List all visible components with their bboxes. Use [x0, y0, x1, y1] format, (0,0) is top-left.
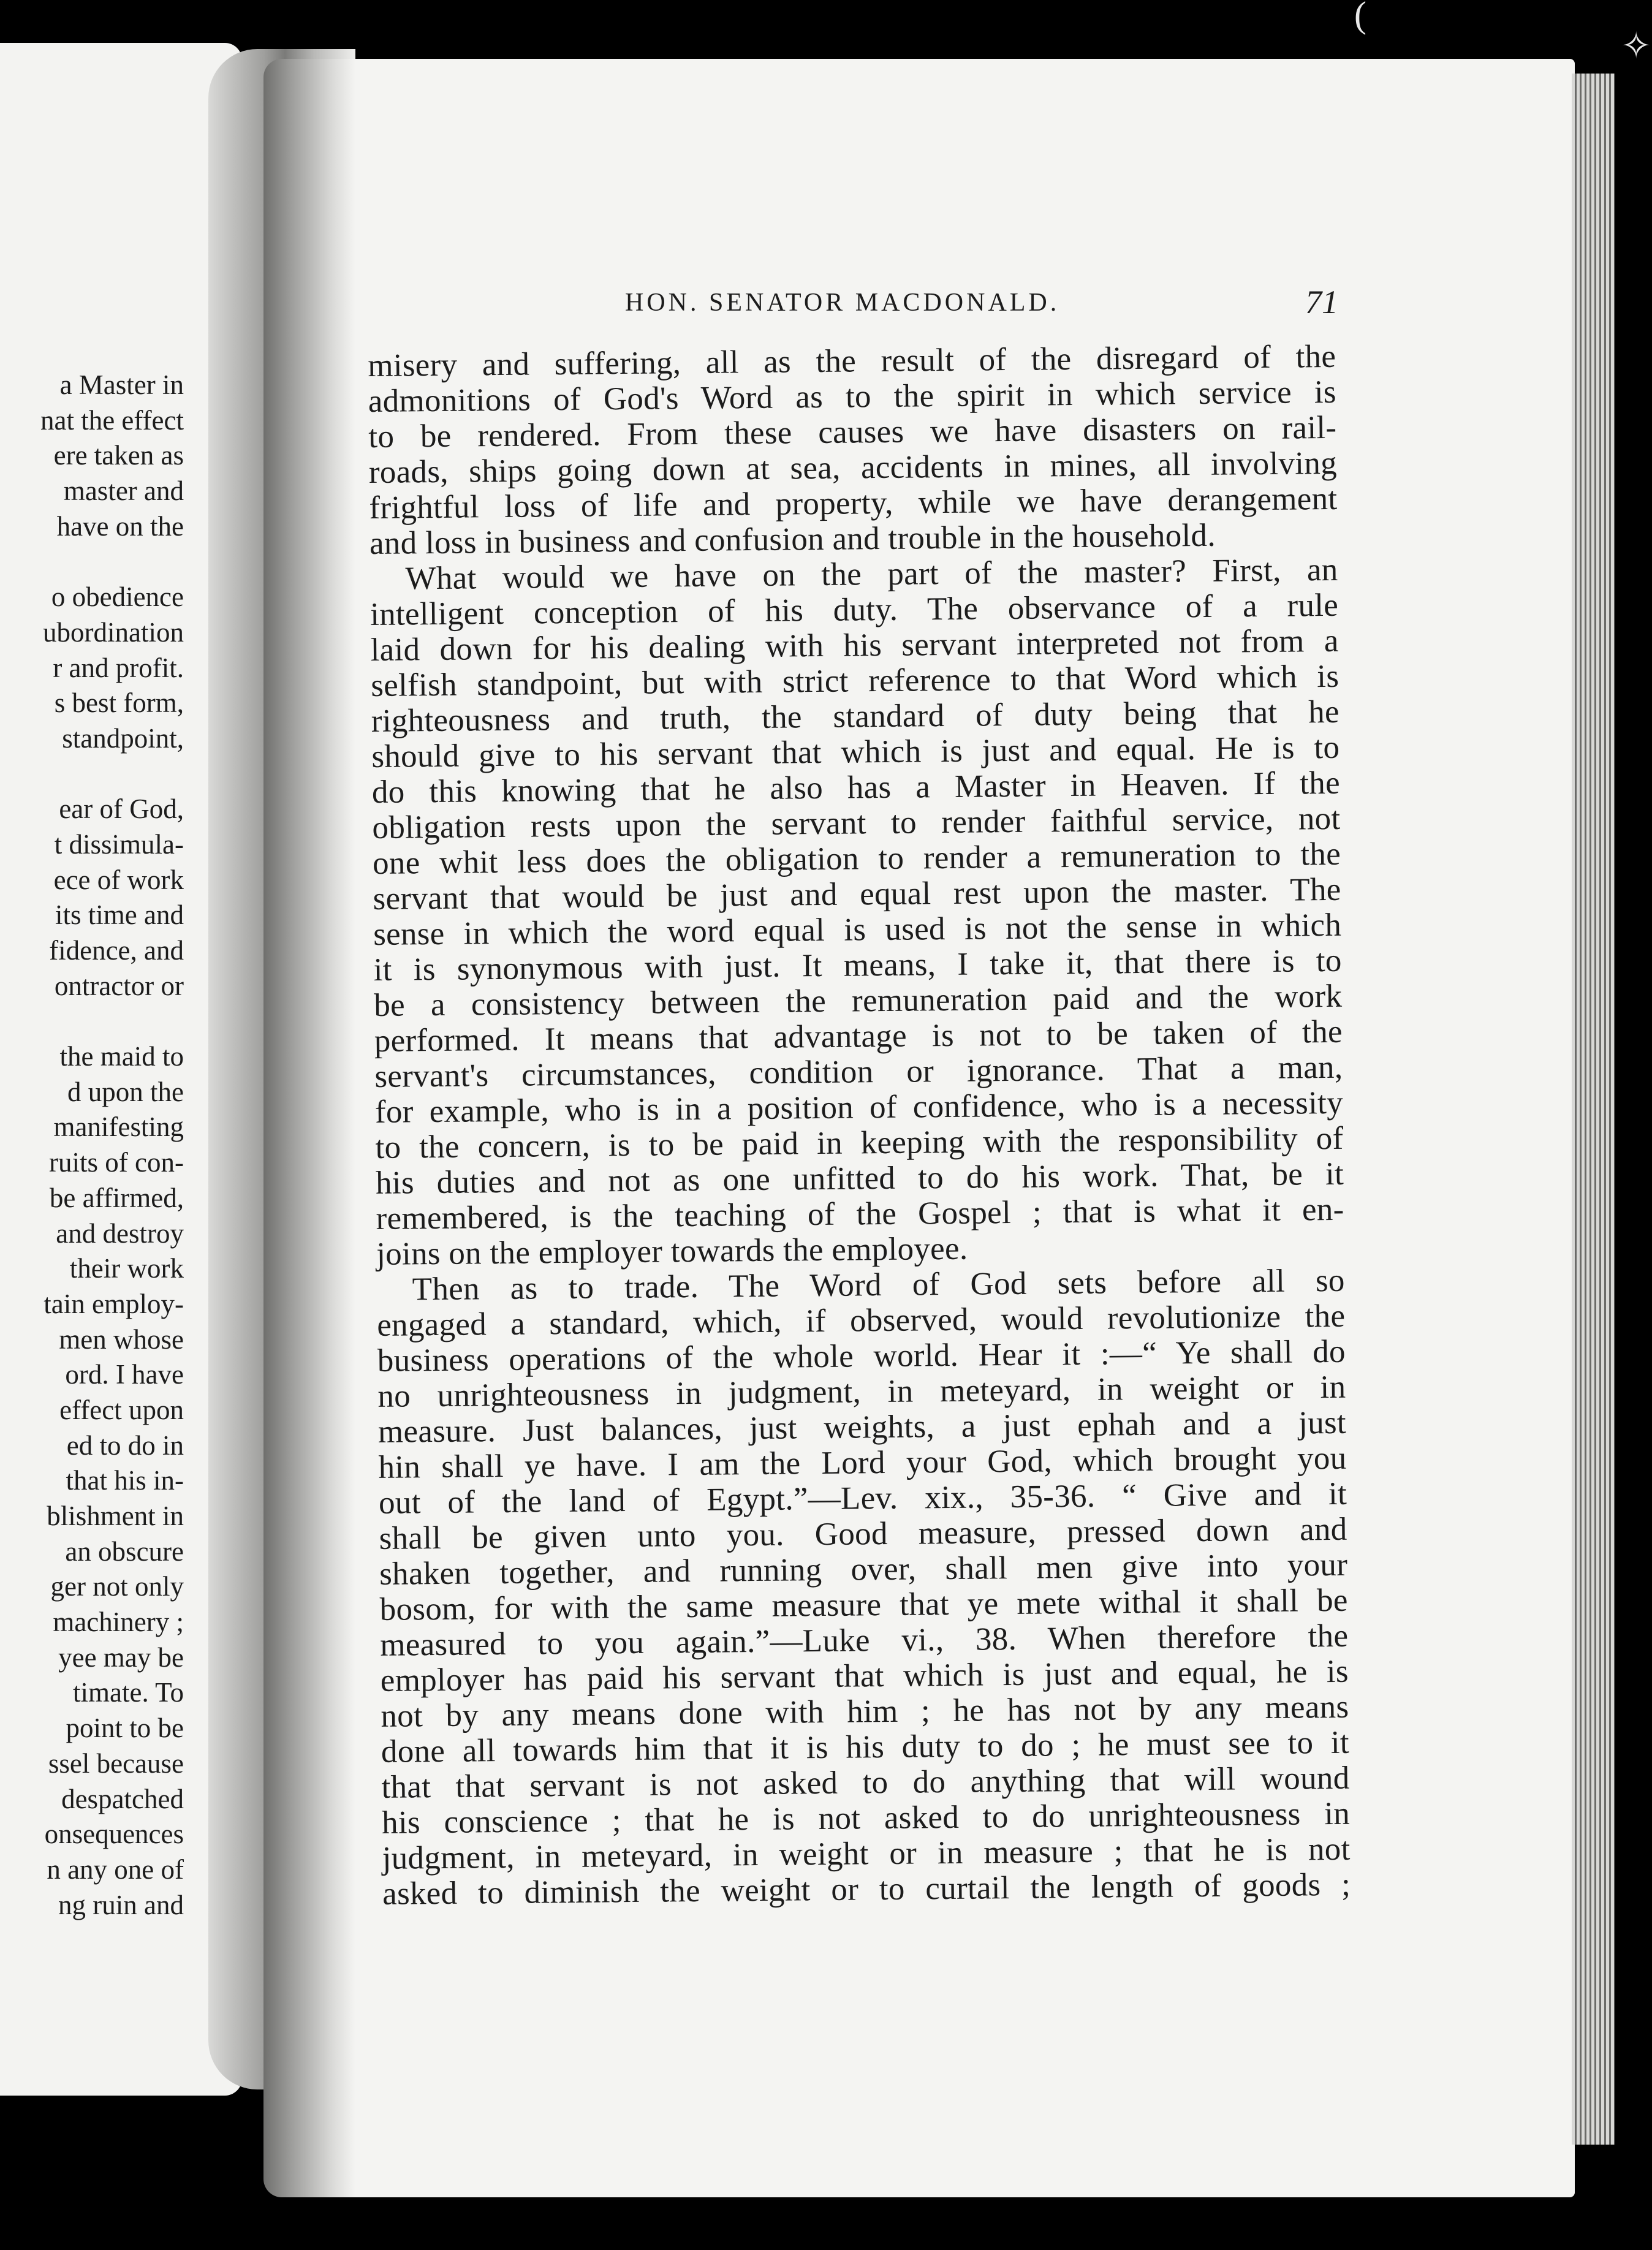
text-line: hin shall ye have. I am the Lord your God, which brought you — [378, 1440, 1347, 1485]
left-text-line: machinery ; — [53, 1607, 184, 1638]
text-line: his duties and not as one unfitted to do his work. That, be it — [375, 1156, 1344, 1201]
left-text-line: ubordination — [43, 616, 184, 648]
left-text-line: standpoint, — [62, 722, 184, 754]
text-line: should give to his servant that which is just and equal. He is to — [371, 729, 1340, 775]
left-text-line: fidence, and — [49, 935, 184, 966]
left-text-line: have on the — [56, 510, 184, 542]
text-line: roads, ships going down at sea, accidents in mines, all involving — [368, 445, 1338, 490]
text-line: remembered, is the teaching of the Gospel ; that is what it en- — [376, 1191, 1344, 1237]
text-line: misery and suffering, all as the result of the disregard of the — [368, 338, 1336, 384]
left-text-line: despatched — [61, 1783, 184, 1814]
left-page-text — [0, 368, 184, 1923]
left-text-line: ear of God, — [59, 794, 184, 825]
text-line: done all towards him that it is his duty to do ; he must see to it — [381, 1724, 1350, 1770]
text-line: servant that would be just and equal rest upon the master. The — [373, 871, 1341, 917]
left-text-line: ed to do in — [66, 1430, 184, 1461]
text-line: to be rendered. From these causes we have disasters on rail- — [368, 409, 1337, 455]
paragraph-gap — [0, 757, 184, 792]
left-text-line: ruits of con- — [49, 1147, 184, 1178]
left-text-line: point to be — [66, 1713, 184, 1744]
left-text-line: r and profit. — [53, 652, 184, 683]
text-line: laid down for his dealing with his servant interpreted not from a — [370, 623, 1339, 668]
left-text-line: n any one of — [47, 1854, 184, 1885]
text-line: his conscience ; that he is not asked to do unrighteousness in — [381, 1795, 1351, 1841]
text-line: out of the land of Egypt.”—Lev. xix., 35-36. “ Give and it — [378, 1475, 1347, 1521]
left-text-line: its time and — [55, 900, 184, 931]
text-line: business operations of the whole world. Hear it :—“ Ye shall do — [377, 1333, 1346, 1379]
text-line: that that servant is not asked to do anything that will wound — [381, 1760, 1350, 1805]
left-text-line: s best form, — [54, 688, 184, 719]
left-text-line: ssel because — [48, 1748, 184, 1779]
left-text-line: master and — [63, 475, 184, 507]
text-line: measure. Just balances, just weights, a just ephah and a just — [377, 1404, 1347, 1450]
left-text-line: be affirmed, — [49, 1182, 184, 1213]
body-text — [368, 339, 1351, 1912]
left-text-line: effect upon — [59, 1394, 184, 1425]
text-line: intelligent conception of his duty. The observance of a rule — [369, 587, 1339, 632]
left-text-line: ece of work — [53, 864, 184, 895]
text-line: admonitions of God's Word as to the spirit in which service is — [368, 374, 1337, 419]
running-head: HON. SENATOR MACDONALD. — [625, 289, 1060, 317]
paragraph-gap — [0, 544, 184, 580]
text-line: obligation rests upon the servant to render faithful service, not — [372, 800, 1341, 846]
left-text-line: ere taken as — [53, 440, 184, 471]
text-line: for example, who is in a position of confidence, who is a necessity — [374, 1085, 1344, 1130]
text-line: performed. It means that advantage is not to be taken of the — [374, 1013, 1343, 1059]
left-text-line: timate. To — [73, 1677, 184, 1708]
text-line: to the concern, is to be paid in keeping with the responsibility of — [375, 1120, 1344, 1165]
text-line: be a consistency between the remuneration paid and the work — [374, 978, 1343, 1023]
text-line: bosom, for with the same measure that ye mete withal it shall be — [379, 1582, 1348, 1627]
text-line: Then as to trade. The Word of God sets before all so — [412, 1262, 1345, 1308]
left-text-line: manifesting — [53, 1112, 184, 1143]
left-text-line: blishment in — [47, 1501, 184, 1531]
left-text-line: d upon the — [67, 1076, 184, 1107]
text-line: engaged a standard, which, if observed, would revolutionize the — [377, 1298, 1346, 1343]
text-line: sense in which the word equal is used is not the sense in which — [373, 907, 1342, 952]
paragraph-gap — [0, 1004, 184, 1039]
text-line: employer has paid his servant that which is just and equal, he is — [380, 1653, 1349, 1699]
text-line: shall be given unto you. Good measure, pressed down and — [379, 1511, 1347, 1556]
text-line: no unrighteousness in judgment, in meteyard, in weight or in — [377, 1369, 1346, 1414]
text-line: do this knowing that he also has a Master in Heaven. If the — [371, 765, 1341, 810]
left-text-line: an obscure — [65, 1536, 184, 1567]
left-text-line: that his in- — [66, 1465, 184, 1496]
text-line: selfish standpoint, but with strict reference to that Word which is — [371, 658, 1339, 703]
text-line: it is synonymous with just. It means, I take it, that there is to — [373, 942, 1342, 988]
left-text-line: ng ruin and — [58, 1889, 184, 1920]
left-text-line: the maid to — [59, 1041, 184, 1072]
scan-mark: ✧ — [1621, 26, 1652, 66]
left-page — [0, 43, 242, 2096]
left-text-line: their work — [69, 1253, 184, 1284]
text-line: shaken together, and running over, shall men give into your — [379, 1547, 1348, 1592]
text-line: frightful loss of life and property, while we have derangement — [369, 480, 1338, 526]
page-shadow — [263, 59, 355, 2197]
left-text-line: o obedience — [51, 581, 184, 613]
left-text-line: ord. I have — [65, 1359, 184, 1390]
text-line: one whit less does the obligation to render a remuneration to the — [372, 836, 1341, 881]
text-line: righteousness and truth, the standard of duty being that he — [371, 694, 1340, 739]
left-text-line: t dissimula- — [54, 828, 184, 860]
page-number: 71 — [1305, 284, 1338, 320]
text-line: joins on the employer towards the employee. — [376, 1230, 968, 1272]
left-text-line: tain employ- — [44, 1288, 184, 1319]
left-text-line: onsequences — [44, 1819, 184, 1850]
text-line: servant's circumstances, condition or ignorance. That a man, — [374, 1049, 1343, 1094]
left-text-line: and destroy — [56, 1218, 184, 1249]
text-line: What would we have on the part of the master? First, an — [405, 551, 1338, 597]
left-text-line: yee may be — [58, 1642, 184, 1673]
text-line: asked to diminish the weight or to curtail the length of goods ; — [382, 1866, 1351, 1912]
page-edges — [1572, 74, 1615, 2145]
left-text-line: a Master in — [59, 369, 184, 400]
left-text-line: nat the effect — [40, 404, 184, 436]
text-line: measured to you again.”—Luke vi., 38. When therefore the — [380, 1618, 1349, 1663]
left-text-line: ontractor or — [54, 970, 184, 1001]
scan-mark: ( — [1354, 0, 1366, 35]
left-text-line: ger not only — [50, 1571, 184, 1602]
text-line: judgment, in meteyard, in weight or in measure ; that he is not — [382, 1831, 1351, 1876]
text-line: not by any means done with him ; he has not by any means — [381, 1689, 1349, 1734]
text-line: and loss in business and confusion and trouble in the household. — [369, 517, 1216, 561]
left-text-line: men whose — [59, 1324, 184, 1355]
